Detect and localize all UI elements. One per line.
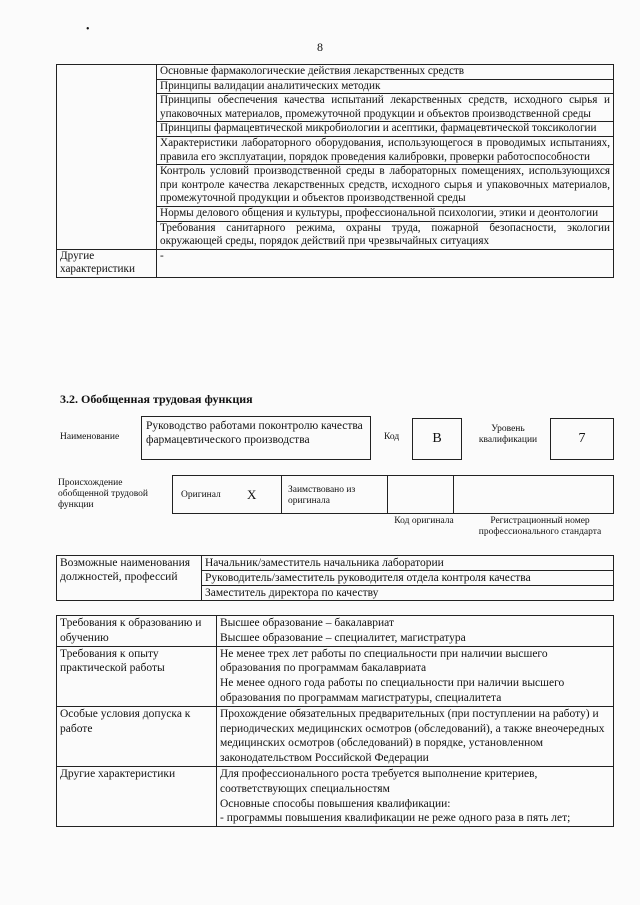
table-row: [57, 65, 614, 80]
requirement-label: Особые условия допуска к работе: [57, 706, 217, 766]
table-row: [57, 249, 614, 277]
knowledge-table-continuation: [56, 64, 614, 278]
requirement-line: - программы повышения квалификации не реже одного раза в пять лет;: [220, 812, 571, 825]
row-label: Другие характеристики: [57, 249, 157, 277]
row-label: [57, 65, 157, 250]
table-row: [57, 616, 614, 647]
positions-table: [56, 555, 614, 601]
requirement-value: [217, 766, 614, 826]
requirement-line: Не менее трех лет работы по специальности при наличии высшего образования по программам бакалавриата: [220, 647, 548, 675]
position-item: Руководитель/заместитель руководителя отдела контроля качества: [202, 571, 614, 586]
knowledge-item: Контроль условий производственной среды в лабораторных помещениях, использующихся при контроле качества лекарственных средств, исходного сырья и упаковочных материалов, промежуточной продукции и объектов производственной среды: [157, 165, 614, 207]
requirement-line: Основные способы повышения квалификации:: [220, 797, 451, 810]
reg-number-caption: Регистрационный номер профессионального стандарта: [478, 516, 602, 537]
requirement-line: Высшее образование – бакалавриат: [220, 617, 394, 629]
page-number: 8: [317, 40, 323, 54]
position-item: Начальник/заместитель начальника лаборатории: [202, 556, 614, 571]
knowledge-item: Основные фармакологические действия лекарственных средств: [157, 65, 614, 80]
origin-label: Происхождение обобщенной трудовой функции: [58, 478, 148, 510]
function-name-field: Руководство работами поконтролю качества фармацевтического производства: [141, 416, 371, 460]
requirement-value: [217, 616, 614, 647]
requirement-value: [217, 706, 614, 766]
requirement-line: Для профессионального роста требуется выполнение критериев, соответствующих специальностям: [220, 767, 538, 795]
requirement-label: Требования к опыту практической работы: [57, 646, 217, 706]
requirement-line: Прохождение обязательных предварительных (при поступлении на работу) и периодических медицинских осмотров (обследований), а также внеочередных медицинских осмотров (обследований) в порядке, установленном законодательством Российской Федерации: [220, 707, 605, 765]
reg-number-cell: [453, 475, 614, 514]
knowledge-item: Характеристики лабораторного оборудования, использующегося в проводимых испытаниях, правила его эксплуатации, порядок проведения калибровки, проверки работоспособности: [157, 136, 614, 164]
positions-label: Возможные наименования должностей, профессий: [57, 556, 202, 601]
requirement-label: Требования к образованию и обучению: [57, 616, 217, 647]
borrowed-label: Заимствовано из оригинала: [288, 485, 356, 506]
knowledge-item: Нормы делового общения и культуры, профессиональной психологии, этики и деонтологии: [157, 206, 614, 221]
original-checkmark: X: [247, 487, 257, 502]
requirement-line: Высшее образование – специалитет, магистратура: [220, 631, 466, 644]
origin-code-cell: [387, 475, 454, 514]
qualification-level-label: Уровень квалификации: [478, 424, 538, 445]
table-row: [57, 766, 614, 826]
borrowed-cell: [281, 475, 388, 514]
knowledge-item: Принципы фармацевтической микробиологии и асептики, фармацевтической токсикологии: [157, 122, 614, 137]
requirement-value: [217, 646, 614, 706]
requirements-table: [56, 615, 614, 827]
scan-mark: •: [86, 24, 90, 35]
requirement-line: Не менее одного года работы по специальности при наличии высшего образования по программам магистратуры, специалитета: [220, 677, 565, 704]
origin-code-caption: Код оригинала: [394, 516, 454, 526]
table-row: [57, 706, 614, 766]
code-label: Код: [384, 432, 400, 442]
table-row: [57, 556, 614, 571]
knowledge-item: -: [157, 249, 614, 277]
section-title: 3.2. Обобщенная трудовая функция: [60, 392, 253, 406]
knowledge-item: Принципы обеспечения качества испытаний лекарственных средств, исходного сырья и упаковочных материалов, промежуточной продукции и объектов производственной среды: [157, 94, 614, 122]
position-item: Заместитель директора по качеству: [202, 586, 614, 601]
table-row: [57, 646, 614, 706]
code-field: В: [412, 418, 462, 460]
requirement-label: Другие характеристики: [57, 766, 217, 826]
original-cell: [172, 475, 282, 514]
name-label: Наименование: [60, 432, 120, 442]
knowledge-item: Требования санитарного режима, охраны труда, пожарной безопасности, экологии окружающей среды, порядок действий при чрезвычайных ситуациях: [157, 221, 614, 249]
knowledge-item: Принципы валидации аналитических методик: [157, 79, 614, 94]
original-label: Оригинал: [181, 490, 221, 500]
qualification-level-field: 7: [550, 418, 614, 460]
